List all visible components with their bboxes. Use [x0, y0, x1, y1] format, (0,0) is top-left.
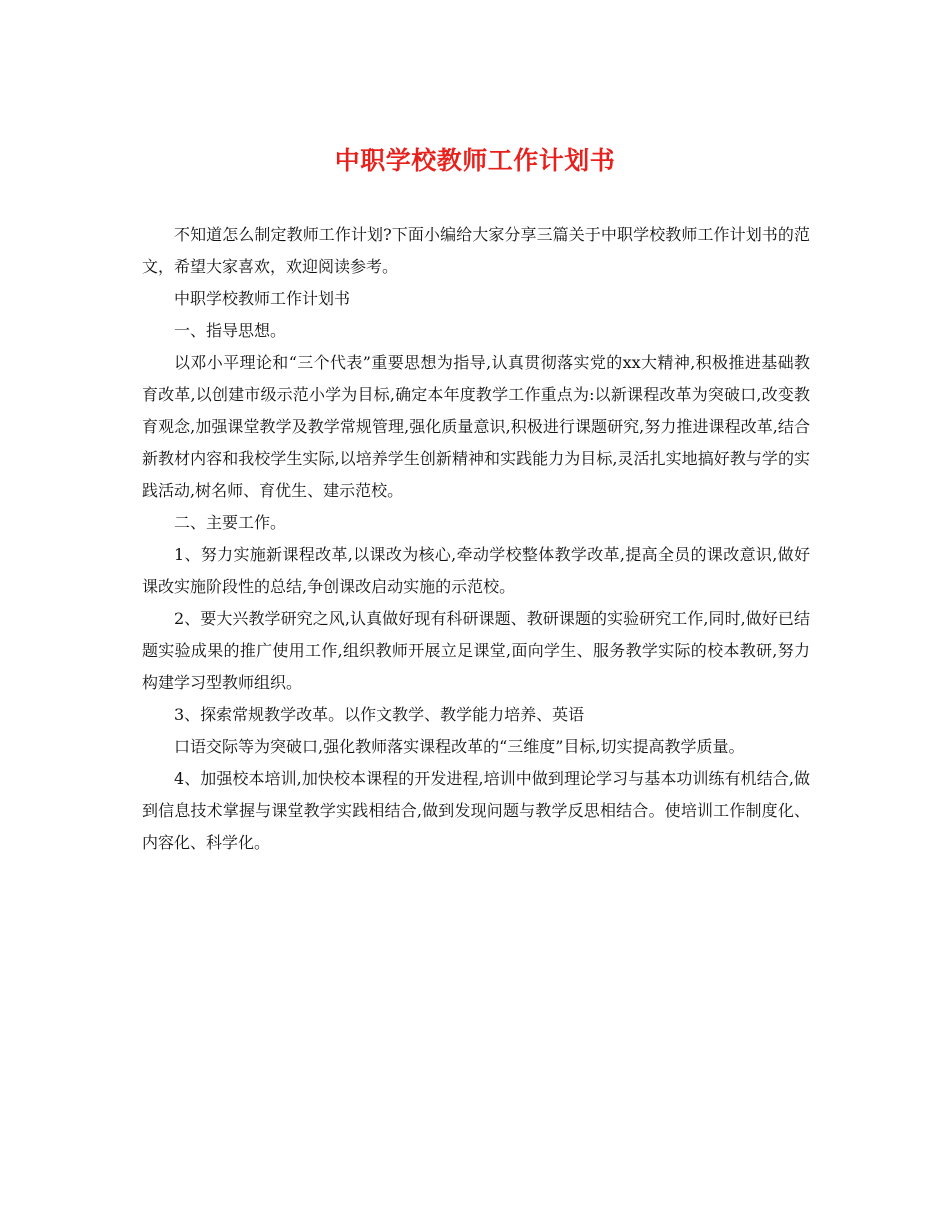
paragraph-subtitle: 中职学校教师工作计划书	[174, 289, 351, 308]
paragraph-item-3: 3、探索常规教学改革。以作文教学、教学能力培养、英语	[174, 705, 585, 724]
section-heading-guiding-thought: 一、指导思想。	[174, 321, 287, 340]
document-title: 中职学校教师工作计划书	[334, 146, 616, 175]
paragraph-guiding-thought: 以邓小平理论和“三个代表”重要思想为指导,认真贯彻落实党的xx大精神,积极推进基础教育改革,以创建市级示范小学为目标,确定本年度教学工作重点为:以新课程改革为突破口,改变教育观念,加强课堂教学及教学常规管理,强化质量意识,积极进行课题研究,努力推进课程改革,结合新教材内容和我校学生实际,以培养学生创新精神和实践能力为目标,灵活扎实地搞好教与学的实践活动,树名师、育优生、建示范校。	[142, 353, 810, 500]
paragraph-item-1: 1、努力实施新课程改革,以课改为核心,牵动学校整体教学改革,提高全员的课改意识,做好课改实施阶段性的总结,争创课改启动实施的示范校。	[142, 545, 810, 596]
paragraph-intro: 不知道怎么制定教师工作计划?下面小编给大家分享三篇关于中职学校教师工作计划书的范文，希望大家喜欢，欢迎阅读参考。	[142, 225, 810, 276]
paragraph-item-4: 4、加强校本培训,加快校本课程的开发进程,培训中做到理论学习与基本功训练有机结合,做到信息技术掌握与课堂教学实践相结合,做到发现问题与教学反思相结合。使培训工作制度化、内容化、科学化。	[142, 769, 810, 852]
document-body	[142, 219, 810, 859]
paragraph-item-2: 2、要大兴教学研究之风,认真做好现有科研课题、教研课题的实验研究工作,同时,做好已结题实验成果的推广使用工作,组织教师开展立足课堂,面向学生、服务教学实际的校本教研,努力构建学习型教师组织。	[142, 609, 810, 692]
paragraph-item-3-continued: 口语交际等为突破口,强化教师落实课程改革的“三维度”目标,切实提高教学质量。	[174, 737, 745, 756]
section-heading-main-work: 二、主要工作。	[174, 513, 287, 532]
